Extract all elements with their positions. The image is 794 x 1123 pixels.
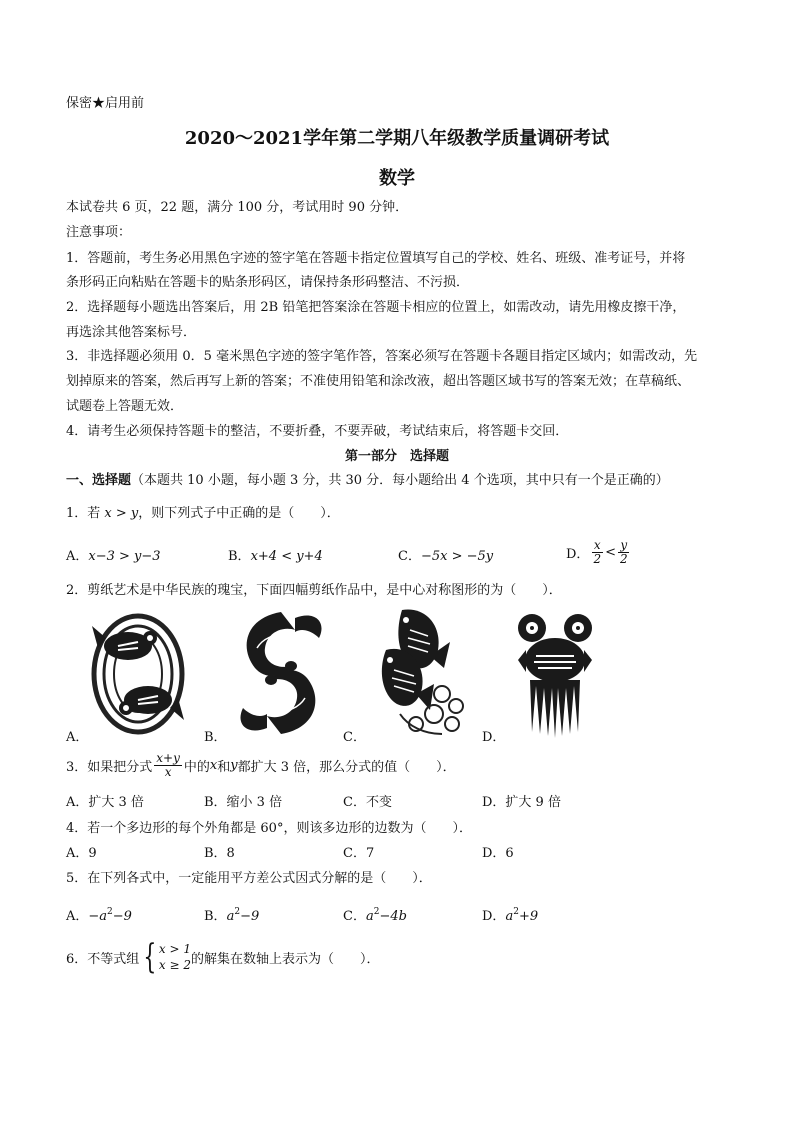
q4-option-c: C．7	[343, 846, 375, 861]
note-3c: 试题卷上答题无效．	[66, 399, 184, 414]
note-2a: 2．选择题每小题选出答案后，用 2B 铅笔把答案涂在答题卡相应的位置上，如需改动，请先用橡皮擦干净，	[66, 300, 686, 315]
q2-option-a-label: A．	[66, 730, 89, 745]
q2-stem: 2．剪纸艺术是中华民族的瑰宝，下面四幅剪纸作品中，是中心对称图形的为（ ）．	[66, 583, 562, 598]
q1-option-a	[66, 548, 161, 566]
q1-pre: 1．若	[66, 506, 105, 521]
q1-c-text: −5x > −5y	[420, 549, 494, 564]
q6-row2: x ≥ 2	[158, 958, 192, 972]
q3-var-x: x	[209, 758, 218, 773]
q4-option-a: A．9	[66, 846, 97, 861]
q5-d-label: D．	[482, 909, 506, 924]
note-3b: 划掉原来的答案，然后再写上新的答案；不准使用铅笔和涂改液，超出答题区域书写的答案无效；在草稿纸、	[66, 374, 691, 389]
q5-c-exponent: 2	[373, 907, 380, 917]
q1-option-d	[566, 539, 632, 566]
q3-option-c: C．不变	[343, 795, 392, 810]
q3-post: 都扩大 3 倍，那么分式的值（ ）．	[237, 760, 456, 775]
note-2b: 再选涂其他答案标号．	[66, 325, 197, 340]
q1-d-num1: x	[593, 538, 601, 552]
q2-option-d-label: D．	[482, 730, 506, 745]
note-4: 4．请考生必须保持答题卡的整洁，不要折叠，不要弄破，考试结束后，将答题卡交回．	[66, 424, 569, 439]
q1-a-text: x−3 > y−3	[88, 549, 161, 564]
note-3a: 3．非选择题必须用 0．5 毫米黑色字迹的签字笔作答，答案必须写在答题卡各题目指定区域内；如需改动，先	[66, 349, 698, 364]
q4-option-d: D．6	[482, 846, 514, 861]
q5-option-b	[204, 903, 259, 926]
q6-post: 的解集在数轴上表示为（ ）．	[191, 951, 380, 967]
q5-d-base: a	[505, 909, 514, 924]
q5-d-exponent: 2	[513, 907, 519, 917]
q1-option-b	[228, 548, 323, 566]
papercut-carp-pair-image	[372, 606, 470, 740]
q2-option-c-label: C．	[343, 730, 366, 745]
q6-brace: {	[143, 937, 157, 977]
q1-post: ，则下列式子中正确的是（ ）．	[138, 506, 340, 521]
section-desc: （本题共 10 小题，每小题 3 分，共 30 分．每小题给出 4 个选项，其中只有一个是正确的）	[131, 473, 669, 488]
q3-option-d: D．扩大 9 倍	[482, 795, 561, 810]
q5-stem: 5．在下列各式中，一定能用平方差公式因式分解的是（ ）．	[66, 871, 432, 886]
q3-var-y: y	[230, 758, 238, 773]
q1-c-label: C．	[398, 549, 421, 564]
q1-b-label: B．	[228, 549, 251, 564]
q1-a-label: A．	[66, 549, 89, 564]
q5-option-a	[66, 903, 132, 926]
subject-title: 数学	[379, 168, 415, 189]
q1-option-c	[398, 548, 493, 566]
q3-pre: 3．如果把分式	[66, 760, 153, 775]
q1-d-frac1	[591, 539, 603, 566]
exam-summary: 本试卷共 6 页，22 题，满分 100 分，考试用时 90 分钟．	[66, 200, 409, 215]
q5-b-exponent: 2	[234, 907, 241, 917]
q4-stem: 4．若一个多边形的每个外角都是 60°，则该多边形的边数为（ ）．	[66, 821, 472, 836]
q1-b-text: x+4 < y+4	[250, 549, 323, 564]
q1-condition: x > y	[104, 506, 139, 521]
section-heading	[66, 472, 669, 490]
q3-option-b: B．缩小 3 倍	[204, 795, 283, 810]
q2-option-b-label: B．	[204, 730, 227, 745]
q1-d-label: D．	[566, 547, 590, 562]
note-1a: 1．答题前，考生务必用黑色字迹的签字笔在答题卡指定位置填写自己的学校、姓名、班级、准考证号，并将	[66, 251, 686, 266]
q5-b-rest: −9	[240, 909, 260, 924]
q3-option-a: A．扩大 3 倍	[66, 795, 144, 810]
q3-mid1: 中的	[183, 760, 210, 775]
q5-d-rest: +9	[518, 909, 539, 924]
q3-fraction	[154, 752, 182, 779]
q5-c-base: a	[365, 909, 374, 924]
q1-d-den1: 2	[593, 552, 602, 566]
note-1b: 条形码正向粘贴在答题卡的贴条形码区，请保持条形码整洁、不污损．	[66, 275, 470, 290]
q5-b-base: a	[226, 909, 235, 924]
q4-option-b: B．8	[204, 846, 235, 861]
q5-a-exponent: 2	[107, 907, 113, 917]
section-label: 一、选择题	[66, 473, 132, 488]
q1-stem	[66, 505, 340, 523]
q5-a-rest: −9	[112, 909, 132, 924]
q5-a-label: A．	[66, 909, 89, 924]
q1-d-op: <	[605, 545, 616, 560]
q5-option-c	[343, 903, 407, 926]
q1-d-frac2	[618, 539, 630, 566]
papercut-koi-swirl-image	[235, 608, 327, 738]
exam-title: 2020～2021学年第二学期八年级教学质量调研考试	[184, 128, 610, 149]
part1-heading: 第一部分 选择题	[344, 449, 449, 464]
q3-denominator: x	[164, 765, 172, 779]
confidential-label: 保密★启用前	[66, 96, 145, 111]
q1-d-den2: 2	[619, 552, 628, 566]
q5-option-d	[482, 903, 538, 926]
notes-title: 注意事项：	[66, 225, 132, 240]
q3-stem	[66, 752, 456, 779]
q6-stem	[66, 937, 380, 977]
q3-mid2: 和	[217, 760, 231, 775]
q6-inequality-system	[139, 937, 192, 977]
q6-row1: x > 1	[158, 942, 192, 956]
papercut-fish-circle-image	[88, 608, 188, 738]
papercut-goldfish-image	[512, 610, 598, 740]
q5-a-base: −a	[88, 909, 108, 924]
q5-b-label: B．	[204, 909, 227, 924]
q6-pre: 6．不等式组	[66, 951, 140, 967]
q1-d-num2: y	[620, 538, 628, 552]
q5-c-label: C．	[343, 909, 366, 924]
q3-numerator: x+y	[156, 751, 180, 765]
q5-c-rest: −4b	[379, 909, 407, 924]
